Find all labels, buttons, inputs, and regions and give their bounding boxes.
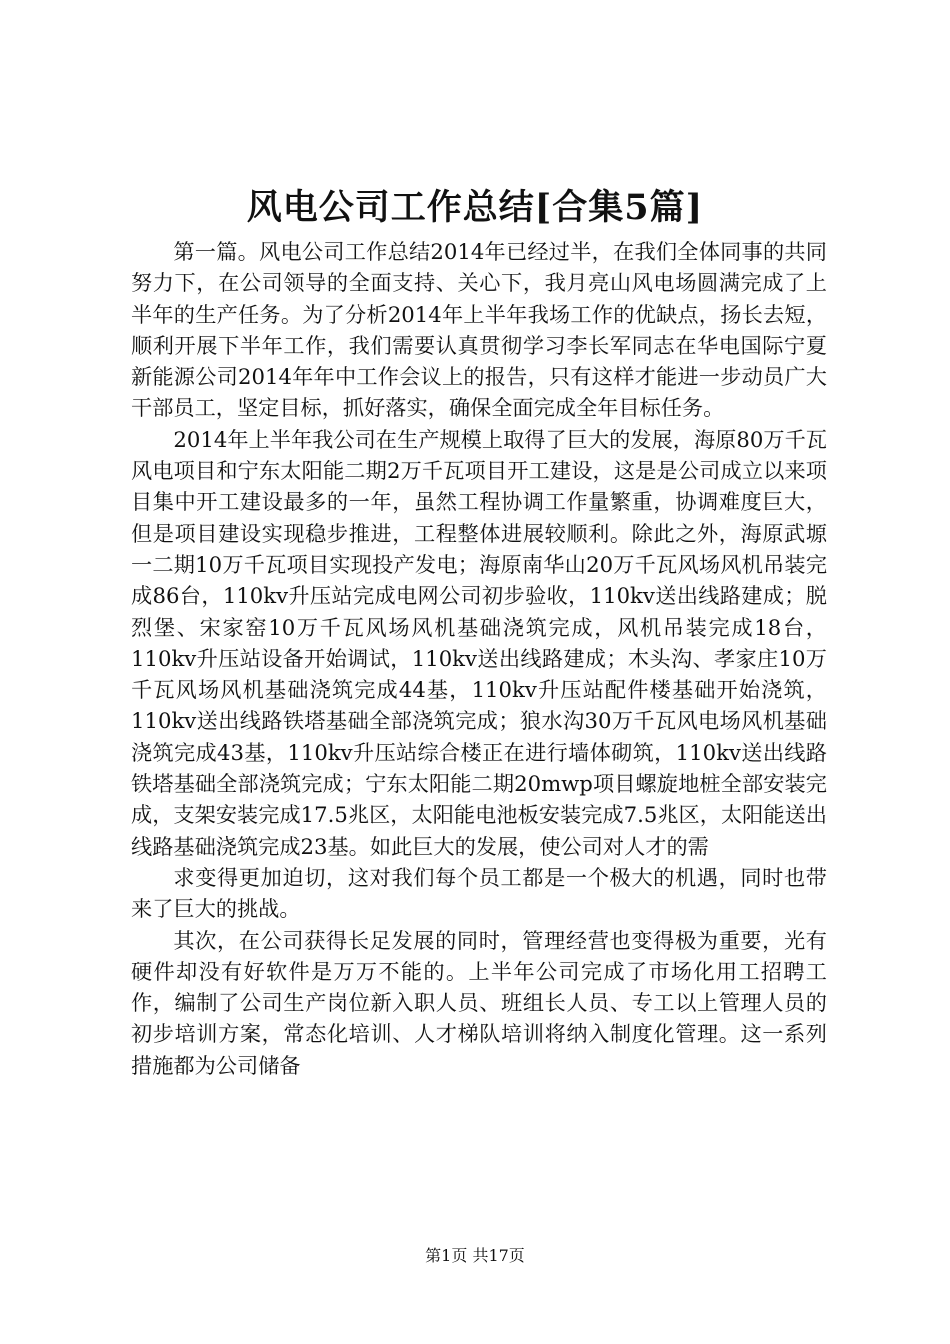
page-number: 第1页 共17页 [425,1246,525,1265]
paragraph-1: 第一篇。风电公司工作总结2014年已经过半，在我们全体同事的共同努力下，在公司领导的全面支持、关心下，我月亮山风电场圆满完成了上半年的生产任务。为了分析2014年上半年我场工作的优缺点，扬长去短，顺利开展下半年工作，我们需要认真贯彻学习李长军同志在华电国际宁夏新能源公司2014年年中工作会议上的报告，只有这样才能进一步动员广大干部员工，坚定目标，抓好落实，确保全面完成全年目标任务。 [131,239,827,421]
document-title: 风电公司工作总结[合集5篇] [246,187,704,228]
paragraph-4: 其次，在公司获得长足发展的同时，管理经营也变得极为重要，光有硬件却没有好软件是万万不能的。上半年公司完成了市场化用工招聘工作，编制了公司生产岗位新入职人员、班组长人员、专工以上管理人员的初步培训方案，常态化培训、人才梯队培训将纳入制度化管理。这一系列措施都为公司储备 [131,927,827,1078]
paragraph-2: 2014年上半年我公司在生产规模上取得了巨大的发展，海原80万千瓦风电项目和宁东太阳能二期2万千瓦项目开工建设，这是是公司成立以来项目集中开工建设最多的一年，虽然工程协调工作量繁重，协调难度巨大，但是项目建设实现稳步推进，工程整体进展较顺利。除此之外，海原武塬一二期10万千瓦项目实现投产发电；海原南华山20万千瓦风场风机吊装完成86台，110kv升压站完成电网公司初步验收，110kv送出线路建成；脱烈堡、宋家窑10万千瓦风场风机基础浇筑完成，风机吊装完成18台，110kv升压站设备开始调试，110kv送出线路建成；木头沟、孝家庄10万千瓦风场风机基础浇筑完成44基，110kv升压站配件楼基础开始浇筑，110kv送出线路铁塔基础全部浇筑完成；狼水沟30万千瓦风电场风机基础浇筑完成43基，110kv升压站综合楼正在进行墙体砌筑，110kv送出线路铁塔基础全部浇筑完成；宁东太阳能二期20mwp项目螺旋地桩全部安装完成，支架安装完成17.5兆区，太阳能电池板安装完成7.5兆区，太阳能送出线路基础浇筑完成23基。如此巨大的发展，使公司对人才的需 [131,426,828,859]
document-body [131,236,827,1081]
paragraph-3: 求变得更加迫切，这对我们每个员工都是一个极大的机遇，同时也带来了巨大的挑战。 [131,864,827,922]
